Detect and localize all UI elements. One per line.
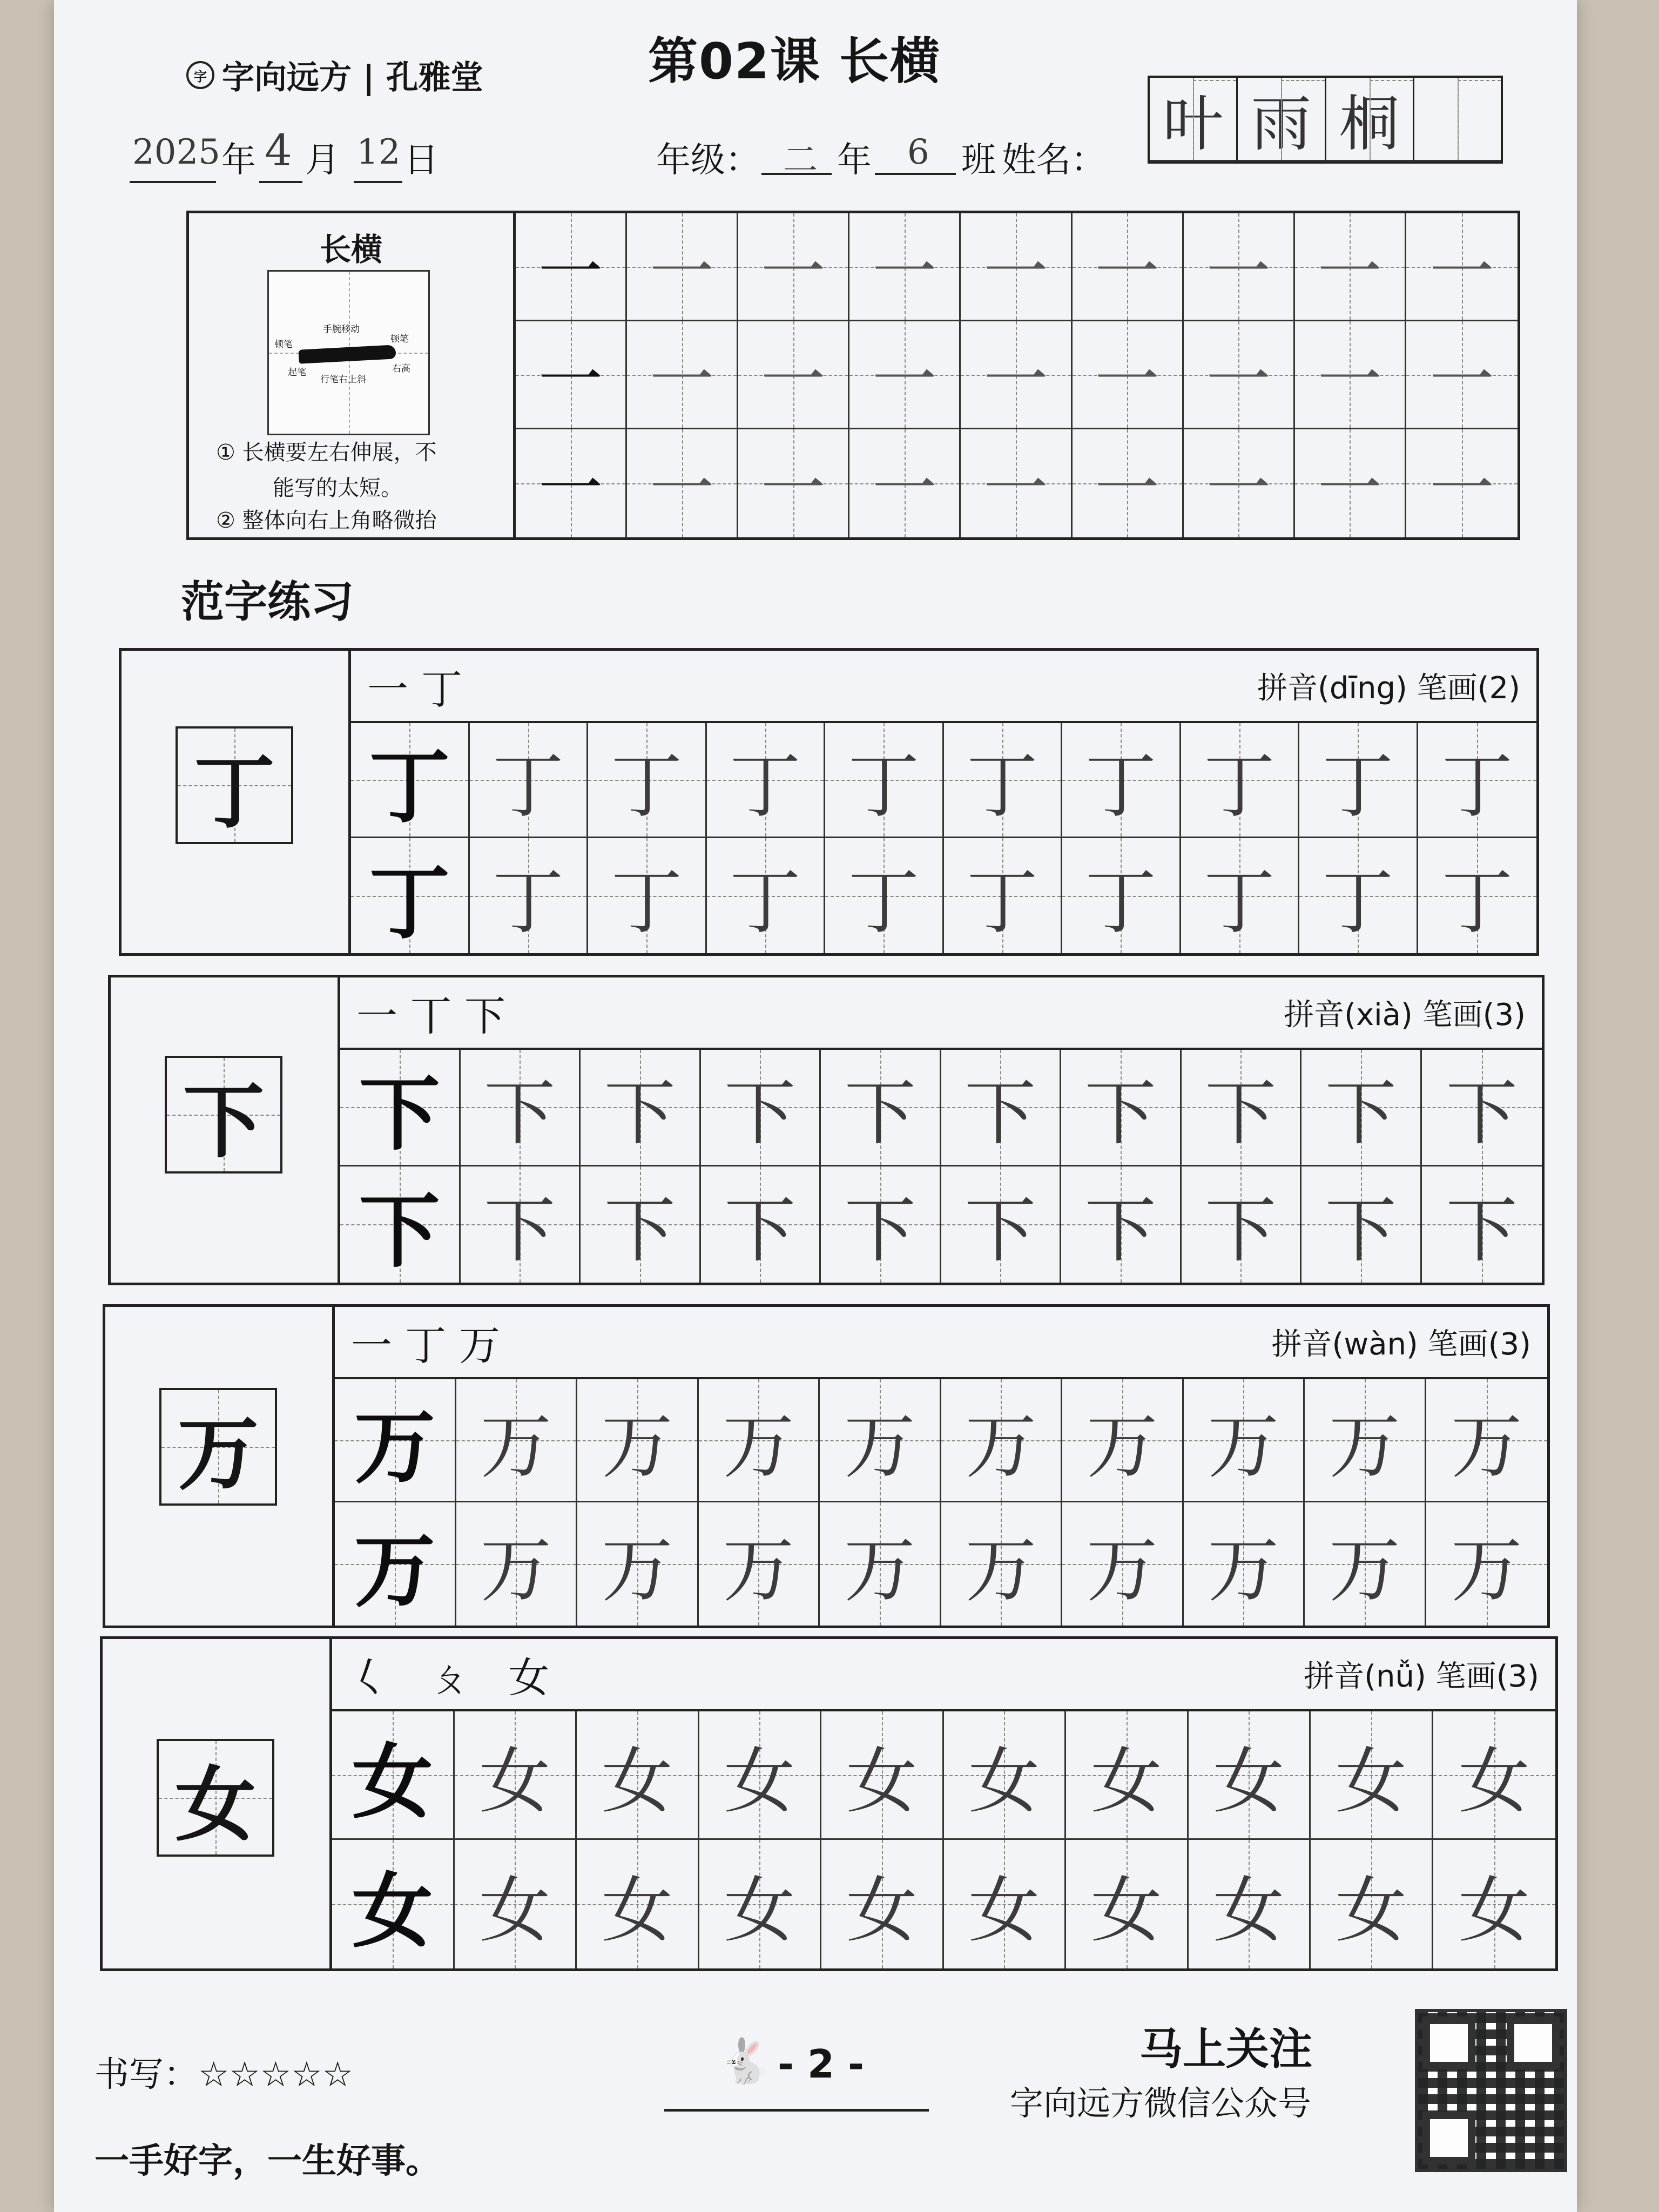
practice-cell (1181, 723, 1300, 838)
practice-glyph: 一 (983, 342, 1048, 418)
practice-cell (1073, 213, 1184, 321)
practice-glyph: 万 (1208, 1529, 1279, 1612)
practice-cell (627, 429, 738, 537)
stroke-name: 长横 (319, 231, 382, 268)
practice-glyph: 一 (538, 234, 603, 310)
practice-cell (461, 1166, 581, 1283)
diagram-label-bottom: 行笔右上斜 (320, 374, 366, 385)
practice-glyph: 一 (538, 451, 603, 527)
model-char-box (176, 726, 293, 844)
practice-glyph: 万 (1208, 1405, 1279, 1488)
practice-glyph: 下 (1205, 1189, 1277, 1273)
practice-glyph: 一 (760, 234, 826, 310)
practice-cell (961, 213, 1072, 321)
date-day: 12 (356, 132, 401, 172)
practice-glyph: 丁 (611, 745, 683, 828)
tip-1b: 能写的太短。 (273, 476, 402, 501)
practice-glyph: 万 (601, 1405, 673, 1488)
name-char-4 (1414, 78, 1501, 161)
practice-glyph: 下 (844, 1072, 916, 1156)
practice-glyph: 下 (1205, 1072, 1277, 1156)
practice-glyph: 下 (604, 1189, 676, 1273)
practice-cell (351, 838, 470, 953)
practice-cell (821, 1711, 944, 1840)
practice-glyph: 下 (724, 1072, 796, 1156)
practice-cell (699, 1502, 820, 1626)
diagram-label-right-sub: 右高 (392, 363, 410, 374)
practice-cell (941, 1050, 1062, 1166)
stroke-order: 一丁万 (351, 1321, 513, 1370)
practice-glyph: 女 (1458, 1869, 1530, 1952)
practice-cell (961, 321, 1072, 429)
practice-glyph: 丁 (492, 860, 564, 944)
practice-cell (944, 838, 1063, 953)
practice-glyph: 女 (968, 1739, 1040, 1823)
practice-cell (1433, 1711, 1556, 1840)
practice-cell (1311, 1711, 1433, 1840)
practice-cell (1189, 1711, 1311, 1840)
practice-cell (944, 723, 1063, 838)
practice-cell (820, 1502, 941, 1626)
practice-glyph: 一 (1206, 342, 1271, 418)
practice-glyph: 下 (1325, 1189, 1397, 1273)
practice-glyph: 女 (724, 1739, 795, 1823)
practice-glyph: 女 (1213, 1739, 1285, 1823)
practice-cell (577, 1379, 699, 1502)
practice-cell (1295, 213, 1406, 321)
model-char-box (159, 1388, 277, 1506)
practice-glyph: 下 (844, 1189, 916, 1273)
pinyin: 拼音(wàn) (1271, 1327, 1418, 1362)
practice-glyph: 丁 (1203, 860, 1275, 944)
practice-cell (849, 213, 961, 321)
grade-nian: 年 (837, 140, 872, 180)
practice-glyph: 女 (1090, 1739, 1162, 1823)
practice-glyph: 下 (1446, 1072, 1518, 1156)
practice-glyph: 一 (1095, 451, 1160, 527)
stroke-order: 𡿨 ㄆ 女 (348, 1653, 563, 1702)
practice-cell (455, 1711, 577, 1840)
practice-glyph: 一 (649, 451, 714, 527)
practice-cell (1406, 321, 1518, 429)
practice-glyph: 下 (604, 1072, 676, 1156)
practice-cell (1422, 1166, 1542, 1283)
practice-glyph: 丁 (369, 739, 450, 834)
practice-glyph: 万 (1328, 1529, 1400, 1612)
grade-label: 年级： (656, 140, 760, 180)
practice-cell (1182, 1166, 1302, 1283)
practice-cell (1073, 429, 1184, 537)
practice-glyph: 一 (983, 451, 1048, 527)
practice-cell (825, 723, 944, 838)
practice-glyph: 下 (359, 1067, 440, 1162)
practice-cell (335, 1502, 456, 1626)
rabbit-icon: 🐇 (718, 2036, 772, 2086)
practice-cell (588, 838, 707, 953)
practice-glyph: 一 (1095, 342, 1160, 418)
practice-glyph: 女 (1458, 1739, 1530, 1823)
stroke-diagram (267, 270, 430, 435)
practice-glyph: 万 (844, 1529, 915, 1612)
practice-cell (1311, 1840, 1433, 1968)
practice-cell (1062, 1502, 1184, 1626)
practice-glyph: 一 (872, 342, 937, 418)
practice-cell (699, 1379, 820, 1502)
practice-cell (707, 838, 826, 953)
practice-cell (1061, 1166, 1182, 1283)
practice-cell (1295, 429, 1406, 537)
practice-cell (941, 1166, 1062, 1283)
practice-glyph: 一 (872, 234, 937, 310)
practice-glyph: 女 (846, 1869, 918, 1952)
practice-glyph: 丁 (1441, 860, 1513, 944)
practice-glyph: 万 (480, 1529, 552, 1612)
practice-glyph: 女 (352, 1864, 433, 1959)
practice-cell (1062, 723, 1181, 838)
practice-glyph: 下 (1446, 1189, 1518, 1273)
practice-glyph: 万 (1451, 1529, 1522, 1612)
practice-glyph: 女 (479, 1739, 551, 1823)
practice-cell (1062, 838, 1181, 953)
practice-cell (738, 213, 849, 321)
date-year-label: 年 (221, 140, 256, 180)
practice-cell (340, 1050, 461, 1166)
practice-glyph: 下 (359, 1184, 440, 1279)
char-block-wan (103, 1304, 1550, 1628)
diagram-label-right: 顿笔 (390, 334, 409, 345)
practice-glyph: 丁 (729, 745, 801, 828)
practice-cell (455, 1840, 577, 1968)
practice-glyph: 万 (1451, 1405, 1522, 1488)
practice-glyph: 万 (844, 1405, 915, 1488)
practice-cell (941, 1379, 1063, 1502)
practice-glyph: 丁 (1203, 745, 1275, 828)
name-char-3: 桐 (1326, 78, 1414, 161)
pinyin: 拼音(nǚ) (1304, 1659, 1426, 1694)
brand-logo (186, 52, 483, 98)
section-title: 范字练习 (181, 577, 354, 627)
practice-cell (577, 1840, 699, 1968)
stroke-lesson-panel (186, 211, 1520, 540)
practice-glyph: 下 (1084, 1189, 1156, 1273)
stroke-practice-grid (516, 213, 1518, 537)
practice-glyph: 女 (479, 1869, 551, 1952)
practice-glyph: 丁 (369, 855, 450, 950)
practice-cell (1305, 1502, 1426, 1626)
practice-glyph: 一 (649, 342, 714, 418)
worksheet-paper (54, 0, 1577, 2212)
practice-cell (1422, 1050, 1542, 1166)
practice-glyph: 丁 (729, 860, 801, 944)
practice-glyph: 女 (1090, 1869, 1162, 1952)
date-year: 2025 (132, 132, 220, 172)
practice-cell (941, 1502, 1063, 1626)
practice-glyph: 下 (724, 1189, 796, 1273)
model-char: 女 (174, 1757, 256, 1852)
practice-cell (1184, 213, 1295, 321)
model-char: 万 (177, 1406, 259, 1501)
practice-glyph: 一 (538, 342, 603, 418)
practice-glyph: 丁 (492, 745, 564, 828)
practice-cell (1418, 838, 1537, 953)
name-char-2: 雨 (1238, 78, 1326, 161)
practice-cell (1184, 429, 1295, 537)
practice-glyph: 万 (354, 1523, 435, 1618)
practice-glyph: 万 (1086, 1405, 1158, 1488)
practice-glyph: 下 (965, 1189, 1036, 1273)
practice-cell (1184, 321, 1295, 429)
practice-glyph: 丁 (1322, 860, 1394, 944)
class-label: 班 (961, 140, 996, 180)
brand-name: 字向远方 | 孔雅堂 (222, 59, 483, 97)
stroke-order: 一丅下 (356, 992, 518, 1040)
name-char-1: 叶 (1150, 78, 1238, 161)
practice-glyph: 丁 (1085, 745, 1157, 828)
model-char: 丁 (193, 745, 275, 840)
practice-glyph: 下 (484, 1189, 556, 1273)
page-number: - 2 - (778, 2041, 864, 2087)
practice-cell (332, 1840, 455, 1968)
practice-cell (332, 1711, 455, 1840)
practice-glyph: 下 (965, 1072, 1036, 1156)
slogan: 一手好字，一生好事。 (95, 2141, 440, 2181)
practice-cell (820, 1379, 941, 1502)
practice-glyph: 丁 (611, 860, 683, 944)
practice-cell (961, 429, 1072, 537)
char-block-xia (108, 975, 1545, 1285)
model-char-box (157, 1739, 274, 1857)
char-block-nv (100, 1636, 1558, 1971)
diagram-label-top: 手腕移动 (323, 324, 360, 335)
practice-cell (1426, 1379, 1548, 1502)
practice-glyph: 丁 (1085, 860, 1157, 944)
practice-glyph: 丁 (1441, 745, 1513, 828)
practice-cell (944, 1711, 1067, 1840)
practice-cell (1066, 1840, 1189, 1968)
practice-cell (516, 429, 627, 537)
practice-glyph: 一 (1429, 451, 1494, 527)
practice-cell (461, 1050, 581, 1166)
practice-cell (627, 321, 738, 429)
stroke-count: 笔画(2) (1417, 671, 1520, 706)
practice-glyph: 一 (1206, 451, 1271, 527)
practice-glyph: 一 (1317, 342, 1382, 418)
practice-glyph: 一 (1095, 234, 1160, 310)
practice-glyph: 万 (354, 1399, 435, 1495)
practice-cell (1301, 1166, 1422, 1283)
practice-glyph: 万 (723, 1405, 794, 1488)
practice-glyph: 一 (983, 234, 1048, 310)
practice-glyph: 女 (1335, 1869, 1407, 1952)
practice-cell (1299, 723, 1418, 838)
stroke-order: 一丁 (367, 665, 475, 713)
pinyin-strokes (1257, 664, 1520, 707)
model-char: 下 (183, 1074, 264, 1169)
practice-glyph: 万 (965, 1405, 1037, 1488)
date-month: 4 (265, 125, 292, 176)
practice-cell (1305, 1379, 1426, 1502)
practice-glyph: 丁 (848, 860, 920, 944)
char-block-ding (119, 648, 1539, 956)
practice-glyph: 下 (1084, 1072, 1156, 1156)
practice-grid (332, 1711, 1555, 1968)
practice-cell (456, 1379, 578, 1502)
practice-cell (1073, 321, 1184, 429)
practice-cell (456, 1502, 578, 1626)
practice-glyph: 女 (1213, 1869, 1285, 1952)
tip-1: ① 长横要左右伸展，不 (216, 440, 437, 465)
practice-cell (849, 429, 961, 537)
lesson-title: 第02课 长横 (648, 32, 941, 90)
practice-cell (1418, 723, 1537, 838)
diagram-label-left-sub: 起笔 (288, 367, 306, 378)
practice-cell (701, 1166, 821, 1283)
practice-glyph: 万 (965, 1529, 1037, 1612)
practice-cell (1061, 1050, 1182, 1166)
stroke-count: 笔画(3) (1435, 1659, 1539, 1694)
practice-cell (1301, 1050, 1422, 1166)
practice-cell (1295, 321, 1406, 429)
practice-glyph: 女 (724, 1869, 795, 1952)
name-label: 姓名： (1002, 140, 1105, 180)
practice-grid (340, 1050, 1542, 1283)
practice-glyph: 一 (1429, 234, 1494, 310)
practice-cell (340, 1166, 461, 1283)
practice-cell (1406, 213, 1518, 321)
practice-cell (1426, 1502, 1548, 1626)
pinyin-strokes (1272, 1320, 1531, 1364)
name-boxes (1148, 76, 1503, 164)
practice-grid (335, 1379, 1547, 1626)
stroke-count: 笔画(3) (1427, 1327, 1531, 1362)
writing-label: 书写： (95, 2055, 198, 2095)
pinyin-strokes (1284, 991, 1526, 1034)
practice-cell (849, 321, 961, 429)
practice-glyph: 下 (484, 1072, 556, 1156)
practice-glyph: 女 (846, 1739, 918, 1823)
practice-cell (516, 213, 627, 321)
practice-glyph: 一 (760, 342, 826, 418)
practice-cell (577, 1711, 699, 1840)
rating-stars: ☆☆☆☆☆ (198, 2055, 353, 2095)
practice-cell (588, 723, 707, 838)
practice-cell (825, 838, 944, 953)
stroke-lesson-info (189, 213, 516, 537)
grade-value: 二 (783, 140, 818, 180)
practice-grid (351, 723, 1536, 953)
brand-seal-icon: 字 (186, 61, 214, 89)
pinyin-strokes (1304, 1653, 1539, 1696)
practice-glyph: 万 (480, 1405, 552, 1488)
pinyin: 拼音(xià) (1284, 997, 1413, 1033)
practice-cell (821, 1840, 944, 1968)
follow-heading: 马上关注 (1139, 2024, 1312, 2074)
practice-cell (738, 321, 849, 429)
practice-glyph: 一 (1317, 451, 1382, 527)
practice-glyph: 女 (1335, 1739, 1407, 1823)
practice-cell (701, 1050, 821, 1166)
practice-glyph: 万 (601, 1529, 673, 1612)
practice-glyph: 一 (1206, 234, 1271, 310)
stroke-count: 笔画(3) (1422, 997, 1526, 1033)
practice-glyph: 女 (968, 1869, 1040, 1952)
practice-glyph: 丁 (966, 860, 1038, 944)
practice-cell (699, 1840, 822, 1968)
class-value: 6 (907, 132, 929, 172)
practice-cell (581, 1050, 701, 1166)
tip-2: ② 整体向右上角略微抬 (216, 508, 437, 533)
pinyin: 拼音(dīng) (1257, 671, 1407, 706)
practice-cell (470, 723, 589, 838)
practice-cell (1433, 1840, 1556, 1968)
writing-rating (95, 2047, 353, 2096)
practice-cell (1189, 1840, 1311, 1968)
practice-glyph: 万 (723, 1529, 794, 1612)
practice-glyph: 一 (1429, 342, 1494, 418)
date-day-label: 日 (404, 140, 439, 180)
practice-cell (738, 429, 849, 537)
practice-cell (1182, 1050, 1302, 1166)
practice-cell (821, 1050, 941, 1166)
practice-glyph: 下 (1325, 1072, 1397, 1156)
practice-glyph: 女 (352, 1734, 433, 1830)
practice-cell (699, 1711, 822, 1840)
long-horizontal-stroke-icon (298, 345, 396, 363)
qr-code-icon[interactable] (1415, 2009, 1567, 2172)
practice-glyph: 一 (649, 234, 714, 310)
practice-cell (944, 1840, 1067, 1968)
practice-glyph: 女 (601, 1869, 673, 1952)
practice-glyph: 丁 (1322, 745, 1394, 828)
practice-glyph: 女 (601, 1739, 673, 1823)
wechat-account: 字向远方微信公众号 (1010, 2083, 1312, 2123)
model-char-box (165, 1056, 282, 1174)
practice-glyph: 万 (1328, 1405, 1400, 1488)
practice-cell (1299, 838, 1418, 953)
practice-cell (1062, 1379, 1184, 1502)
practice-glyph: 丁 (966, 745, 1038, 828)
practice-cell (581, 1166, 701, 1283)
date-month-label: 月 (305, 140, 340, 180)
practice-cell (707, 723, 826, 838)
practice-cell (1406, 429, 1518, 537)
practice-cell (1181, 838, 1300, 953)
practice-cell (821, 1166, 941, 1283)
practice-glyph: 一 (872, 451, 937, 527)
practice-glyph: 一 (1317, 234, 1382, 310)
diagram-label-left: 顿笔 (274, 339, 293, 350)
practice-cell (1066, 1711, 1189, 1840)
practice-cell (470, 838, 589, 953)
practice-cell (351, 723, 470, 838)
practice-cell (627, 213, 738, 321)
practice-cell (1184, 1379, 1305, 1502)
practice-glyph: 一 (760, 451, 826, 527)
practice-cell (335, 1379, 456, 1502)
practice-glyph: 丁 (848, 745, 920, 828)
practice-cell (1184, 1502, 1305, 1626)
practice-glyph: 万 (1086, 1529, 1158, 1612)
practice-cell (577, 1502, 699, 1626)
practice-cell (516, 321, 627, 429)
